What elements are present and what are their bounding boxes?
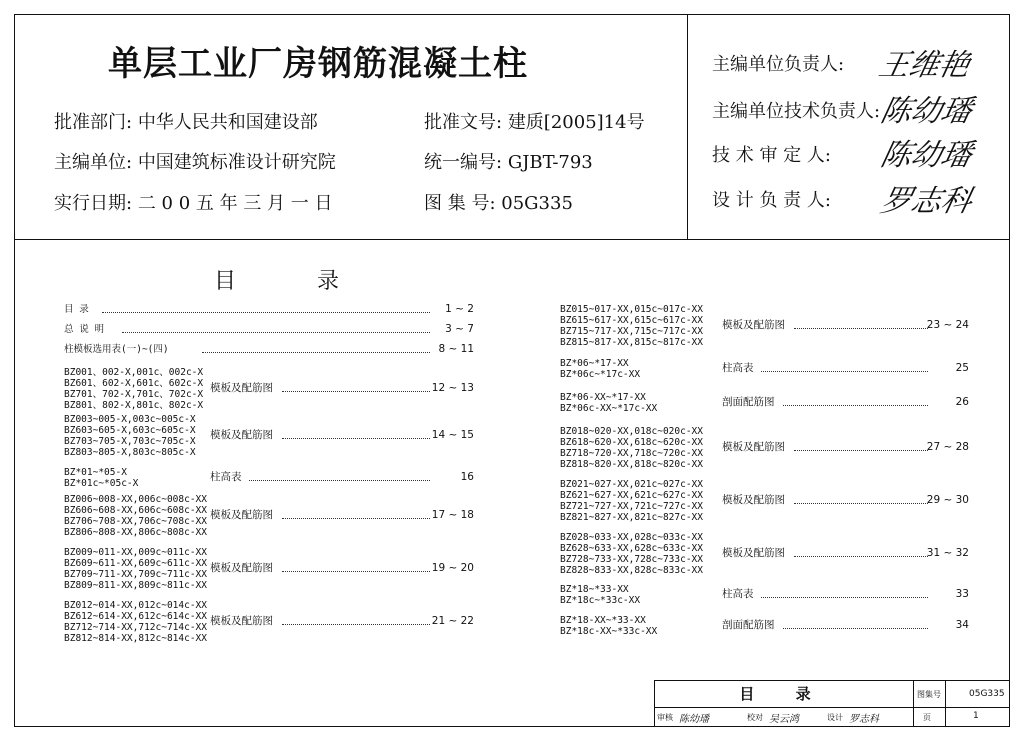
toc-entry-code: BZ601、602-X,601c、602c-X: [64, 378, 204, 389]
toc-entry-page: 1 ~ 2: [445, 303, 474, 315]
toc-entry-code: BZ703~705-X,703c~705c-X: [64, 436, 196, 447]
toc-entry-page: 23 ~ 24: [926, 319, 969, 331]
approval-dept: [54, 108, 318, 134]
atlas-number-label: 图 集 号:: [424, 193, 496, 214]
toc-entry-leader: [783, 628, 928, 629]
title-block-divider: [913, 681, 914, 726]
toc-entry-code: BZ006~008-XX,006c~008c-XX: [64, 494, 207, 505]
toc-entry-code: BZ603~605-X,603c~605c-X: [64, 425, 196, 436]
toc-entry-code: BZ009~011-XX,009c~011c-XX: [64, 547, 207, 558]
toc-entry-code: 柱模板选用表(一)~(四): [64, 344, 169, 355]
toc-entry: [560, 358, 969, 380]
atlas-number-value: 05G335: [501, 193, 573, 214]
toc-entry-leader: [282, 391, 430, 392]
toc-entry-page: 31 ~ 32: [926, 547, 969, 559]
toc-entry-label: 模板及配筋图: [210, 429, 273, 441]
toc-entry-page: 29 ~ 30: [926, 494, 969, 506]
toc-entry-codes: [560, 426, 703, 470]
title-block-title: 目 录: [739, 685, 829, 703]
role-design: 设计: [827, 713, 843, 722]
toc-entry-code: BZ812~814-XX,812c~814c-XX: [64, 633, 207, 644]
toc-entry-code: BZ609~611-XX,609c~611c-XX: [64, 558, 207, 569]
toc-entry-leader: [102, 312, 430, 313]
toc-entry-label: 柱高表: [722, 588, 754, 600]
signature-tech: 陈幼璠: [877, 94, 975, 129]
toc-heading: [214, 264, 341, 295]
approval-number: [424, 108, 645, 134]
role-review: 审核: [657, 713, 673, 722]
toc-entry: [64, 323, 474, 335]
toc-entry-label: 模板及配筋图: [210, 562, 273, 574]
toc-entry-page: 12 ~ 13: [431, 382, 474, 394]
role-design-name: 罗志科: [849, 714, 879, 725]
toc-entry-codes: [560, 584, 640, 606]
toc-entry-code: BZ028~033-XX,028c~033c-XX: [560, 532, 703, 543]
toc-entry-code: BZ*01c~*05c-X: [64, 478, 139, 489]
toc-heading-char-1: 目: [214, 269, 239, 294]
toc-entry-label: 模板及配筋图: [722, 319, 785, 331]
signature-chief: 王维艳: [875, 48, 973, 83]
editor-unit-value: 中国建筑标准设计研究院: [137, 152, 336, 173]
toc-entry-page: 16: [460, 471, 474, 483]
toc-entry-page: 26: [955, 396, 969, 408]
toc-entry-code: BZ828~833-XX,828c~833c-XX: [560, 565, 703, 576]
toc-entry-code: BZ*18-XX~*33-XX: [560, 615, 646, 626]
approval-number-label: 批准文号:: [424, 112, 503, 133]
approval-dept-label: 批准部门:: [54, 112, 133, 133]
toc-entry-leader: [249, 480, 430, 481]
responsible-tech-label: 主编单位技术负责人:: [712, 101, 881, 122]
toc-entry-code: BZ701、702-X,701c、702c-X: [64, 389, 204, 400]
toc-entry-code: BZ*01~*05-X: [64, 467, 127, 478]
unified-number-label: 统一编号:: [424, 152, 503, 173]
toc-entry-codes: [64, 467, 138, 489]
toc-entry-code: BZ021~027-XX,021c~027c-XX: [560, 479, 703, 490]
toc-entry-code: BZ612~614-XX,612c~614c-XX: [64, 611, 207, 622]
toc-entry-page: 25: [955, 362, 969, 374]
toc-entry-leader: [761, 597, 928, 598]
toc-entry-codes: [64, 324, 104, 335]
toc-entry-label: 模板及配筋图: [210, 509, 273, 521]
toc-entry-codes: [560, 392, 657, 414]
toc-entry-leader: [761, 371, 928, 372]
toc-entry-codes: [560, 304, 703, 348]
toc-heading-char-2: 录: [317, 269, 342, 294]
editor-unit: [54, 148, 336, 174]
toc-entry-code: 总 说 明: [64, 324, 104, 335]
toc-entry-page: 19 ~ 20: [431, 562, 474, 574]
role-review-name: 陈幼璠: [679, 714, 709, 725]
toc-entry-leader: [282, 571, 430, 572]
atlas-no-value: 05G335: [969, 689, 1005, 699]
toc-entry-code: BZ715~717-XX,715c~717c-XX: [560, 326, 703, 337]
toc-entry-code: BZ809~811-XX,809c~811c-XX: [64, 580, 207, 591]
toc-entry-code: BZ803~805-X,803c~805c-X: [64, 447, 196, 458]
toc-entry-leader: [282, 518, 430, 519]
toc-entry-code: BZ706~708-XX,706c~708c-XX: [64, 516, 207, 527]
toc-entry: [64, 467, 474, 489]
toc-entry-code: BZ*06~*17-XX: [560, 358, 629, 369]
toc-entry-code: BZ815~817-XX,815c~817c-XX: [560, 337, 703, 348]
toc-entry: [64, 367, 474, 411]
toc-entry-code: BZ718~720-XX,718c~720c-XX: [560, 448, 703, 459]
signature-design: 罗志科: [877, 184, 975, 219]
page-value: 1: [973, 711, 979, 721]
toc-entry: [560, 615, 969, 637]
toc-entry-label: 剖面配筋图: [722, 396, 775, 408]
toc-entry-code: 目 录: [64, 304, 89, 315]
toc-entry-label: 柱高表: [210, 471, 242, 483]
toc-entry-page: 14 ~ 15: [431, 429, 474, 441]
toc-entry: [64, 494, 474, 538]
toc-entry-code: BZ821~827-XX,821c~827c-XX: [560, 512, 703, 523]
toc-entry-label: 模板及配筋图: [722, 441, 785, 453]
toc-entry-code: BZ*06c~*17c-XX: [560, 369, 641, 380]
toc-entry-code: BZ818~820-XX,818c~820c-XX: [560, 459, 703, 470]
toc-entry-code: BZ606~608-XX,606c~608c-XX: [64, 505, 207, 516]
toc-entry-leader: [794, 450, 928, 451]
role-proof-name: 吴云鸿: [769, 714, 799, 725]
responsible-design-label: 设 计 负 责 人:: [712, 190, 831, 211]
toc-entry-code: BZ*18c-XX~*33c-XX: [560, 626, 658, 637]
unified-number-value: GJBT-793: [507, 152, 593, 173]
toc-entry-code: BZ728~733-XX,728c~733c-XX: [560, 554, 703, 565]
toc-entry-leader: [783, 405, 928, 406]
toc-entry-code: BZ712~714-XX,712c~714c-XX: [64, 622, 207, 633]
toc-entry-page: 3 ~ 7: [445, 323, 474, 335]
toc-entry: [64, 414, 474, 458]
toc-entry-codes: [64, 367, 203, 411]
toc-entry-code: BZ721~727-XX,721c~727c-XX: [560, 501, 703, 512]
responsible-chief-label: 主编单位负责人:: [712, 54, 845, 75]
page-label: 页: [923, 713, 931, 722]
toc-entry: [64, 600, 474, 644]
toc-entry-code: BZ015~017-XX,015c~017c-XX: [560, 304, 703, 315]
toc-entry-page: 27 ~ 28: [926, 441, 969, 453]
toc-entry-code: BZ018~020-XX,018c~020c-XX: [560, 426, 703, 437]
toc-entry-leader: [282, 438, 430, 439]
header-divider: [14, 239, 1010, 240]
toc-entry-codes: [560, 479, 703, 523]
toc-entry-page: 33: [955, 588, 969, 600]
toc-entry-code: BZ621~627-XX,621c~627c-XX: [560, 490, 703, 501]
toc-entry-code: BZ*18c~*33c-XX: [560, 595, 641, 606]
toc-entry: [560, 532, 969, 576]
atlas-number: [424, 189, 573, 215]
toc-entry-leader: [794, 328, 928, 329]
toc-entry-code: BZ012~014-XX,012c~014c-XX: [64, 600, 207, 611]
toc-entry-label: 模板及配筋图: [722, 494, 785, 506]
toc-entry-code: BZ806~808-XX,806c~808c-XX: [64, 527, 207, 538]
toc-entry: [560, 304, 969, 348]
unified-number: [424, 148, 593, 174]
toc-entry: [64, 547, 474, 591]
toc-entry-codes: [560, 532, 703, 576]
toc-entry-code: BZ709~711-XX,709c~711c-XX: [64, 569, 207, 580]
approval-dept-value: 中华人民共和国建设部: [137, 112, 318, 133]
toc-entry-codes: [64, 414, 196, 458]
toc-entry-codes: [64, 304, 89, 315]
toc-entry: [560, 479, 969, 523]
toc-entry-page: 34: [955, 619, 969, 631]
toc-entry-page: 8 ~ 11: [438, 343, 474, 355]
title-block-divider-2: [945, 681, 946, 726]
toc-entry: [64, 303, 474, 315]
toc-entry-label: 模板及配筋图: [210, 382, 273, 394]
toc-entry: [560, 426, 969, 470]
toc-entry-codes: [64, 547, 207, 591]
toc-entry-page: 17 ~ 18: [431, 509, 474, 521]
toc-entry-code: BZ*18~*33-XX: [560, 584, 629, 595]
toc-entry-code: BZ615~617-XX,615c~617c-XX: [560, 315, 703, 326]
toc-entry-code: BZ001、002-X,001c、002c-X: [64, 367, 204, 378]
toc-entry-codes: [64, 494, 207, 538]
title-block: [654, 680, 1010, 727]
toc-entry-code: BZ801、802-X,801c、802c-X: [64, 400, 204, 411]
toc-entry-code: BZ*06c-XX~*17c-XX: [560, 403, 658, 414]
role-proof: 校对: [747, 713, 763, 722]
signature-review: 陈幼璠: [877, 138, 975, 173]
atlas-no-label: 图集号: [917, 690, 941, 699]
editor-unit-label: 主编单位:: [54, 152, 133, 173]
toc-entry-leader: [794, 503, 928, 504]
toc-entry-leader: [122, 332, 430, 333]
effective-date-value: 二 0 0 五 年 三 月 一 日: [137, 193, 333, 214]
toc-entry-leader: [794, 556, 928, 557]
effective-date-label: 实行日期:: [54, 193, 133, 214]
toc-entry-label: 柱高表: [722, 362, 754, 374]
toc-entry-codes: [64, 344, 169, 355]
header-vertical-divider: [687, 14, 688, 240]
approval-number-value: 建质[2005]14号: [507, 112, 645, 133]
toc-entry-code: BZ003~005-X,003c~005c-X: [64, 414, 196, 425]
toc-entry-code: BZ618~620-XX,618c~620c-XX: [560, 437, 703, 448]
toc-entry-leader: [282, 624, 430, 625]
toc-entry-leader: [202, 352, 430, 353]
toc-entry-code: BZ*06-XX~*17-XX: [560, 392, 646, 403]
toc-entry: [64, 343, 474, 355]
toc-entry-code: BZ628~633-XX,628c~633c-XX: [560, 543, 703, 554]
toc-entry-codes: [560, 615, 657, 637]
toc-entry-label: 模板及配筋图: [210, 615, 273, 627]
document-title: 单层工业厂房钢筋混凝土柱: [108, 44, 528, 84]
toc-entry: [560, 392, 969, 414]
toc-entry-label: 剖面配筋图: [722, 619, 775, 631]
responsible-review-label: 技 术 审 定 人:: [712, 145, 831, 166]
toc-entry-codes: [560, 358, 640, 380]
toc-entry-codes: [64, 600, 207, 644]
effective-date: [54, 189, 333, 215]
toc-entry: [560, 584, 969, 606]
toc-entry-page: 21 ~ 22: [431, 615, 474, 627]
toc-entry-label: 模板及配筋图: [722, 547, 785, 559]
